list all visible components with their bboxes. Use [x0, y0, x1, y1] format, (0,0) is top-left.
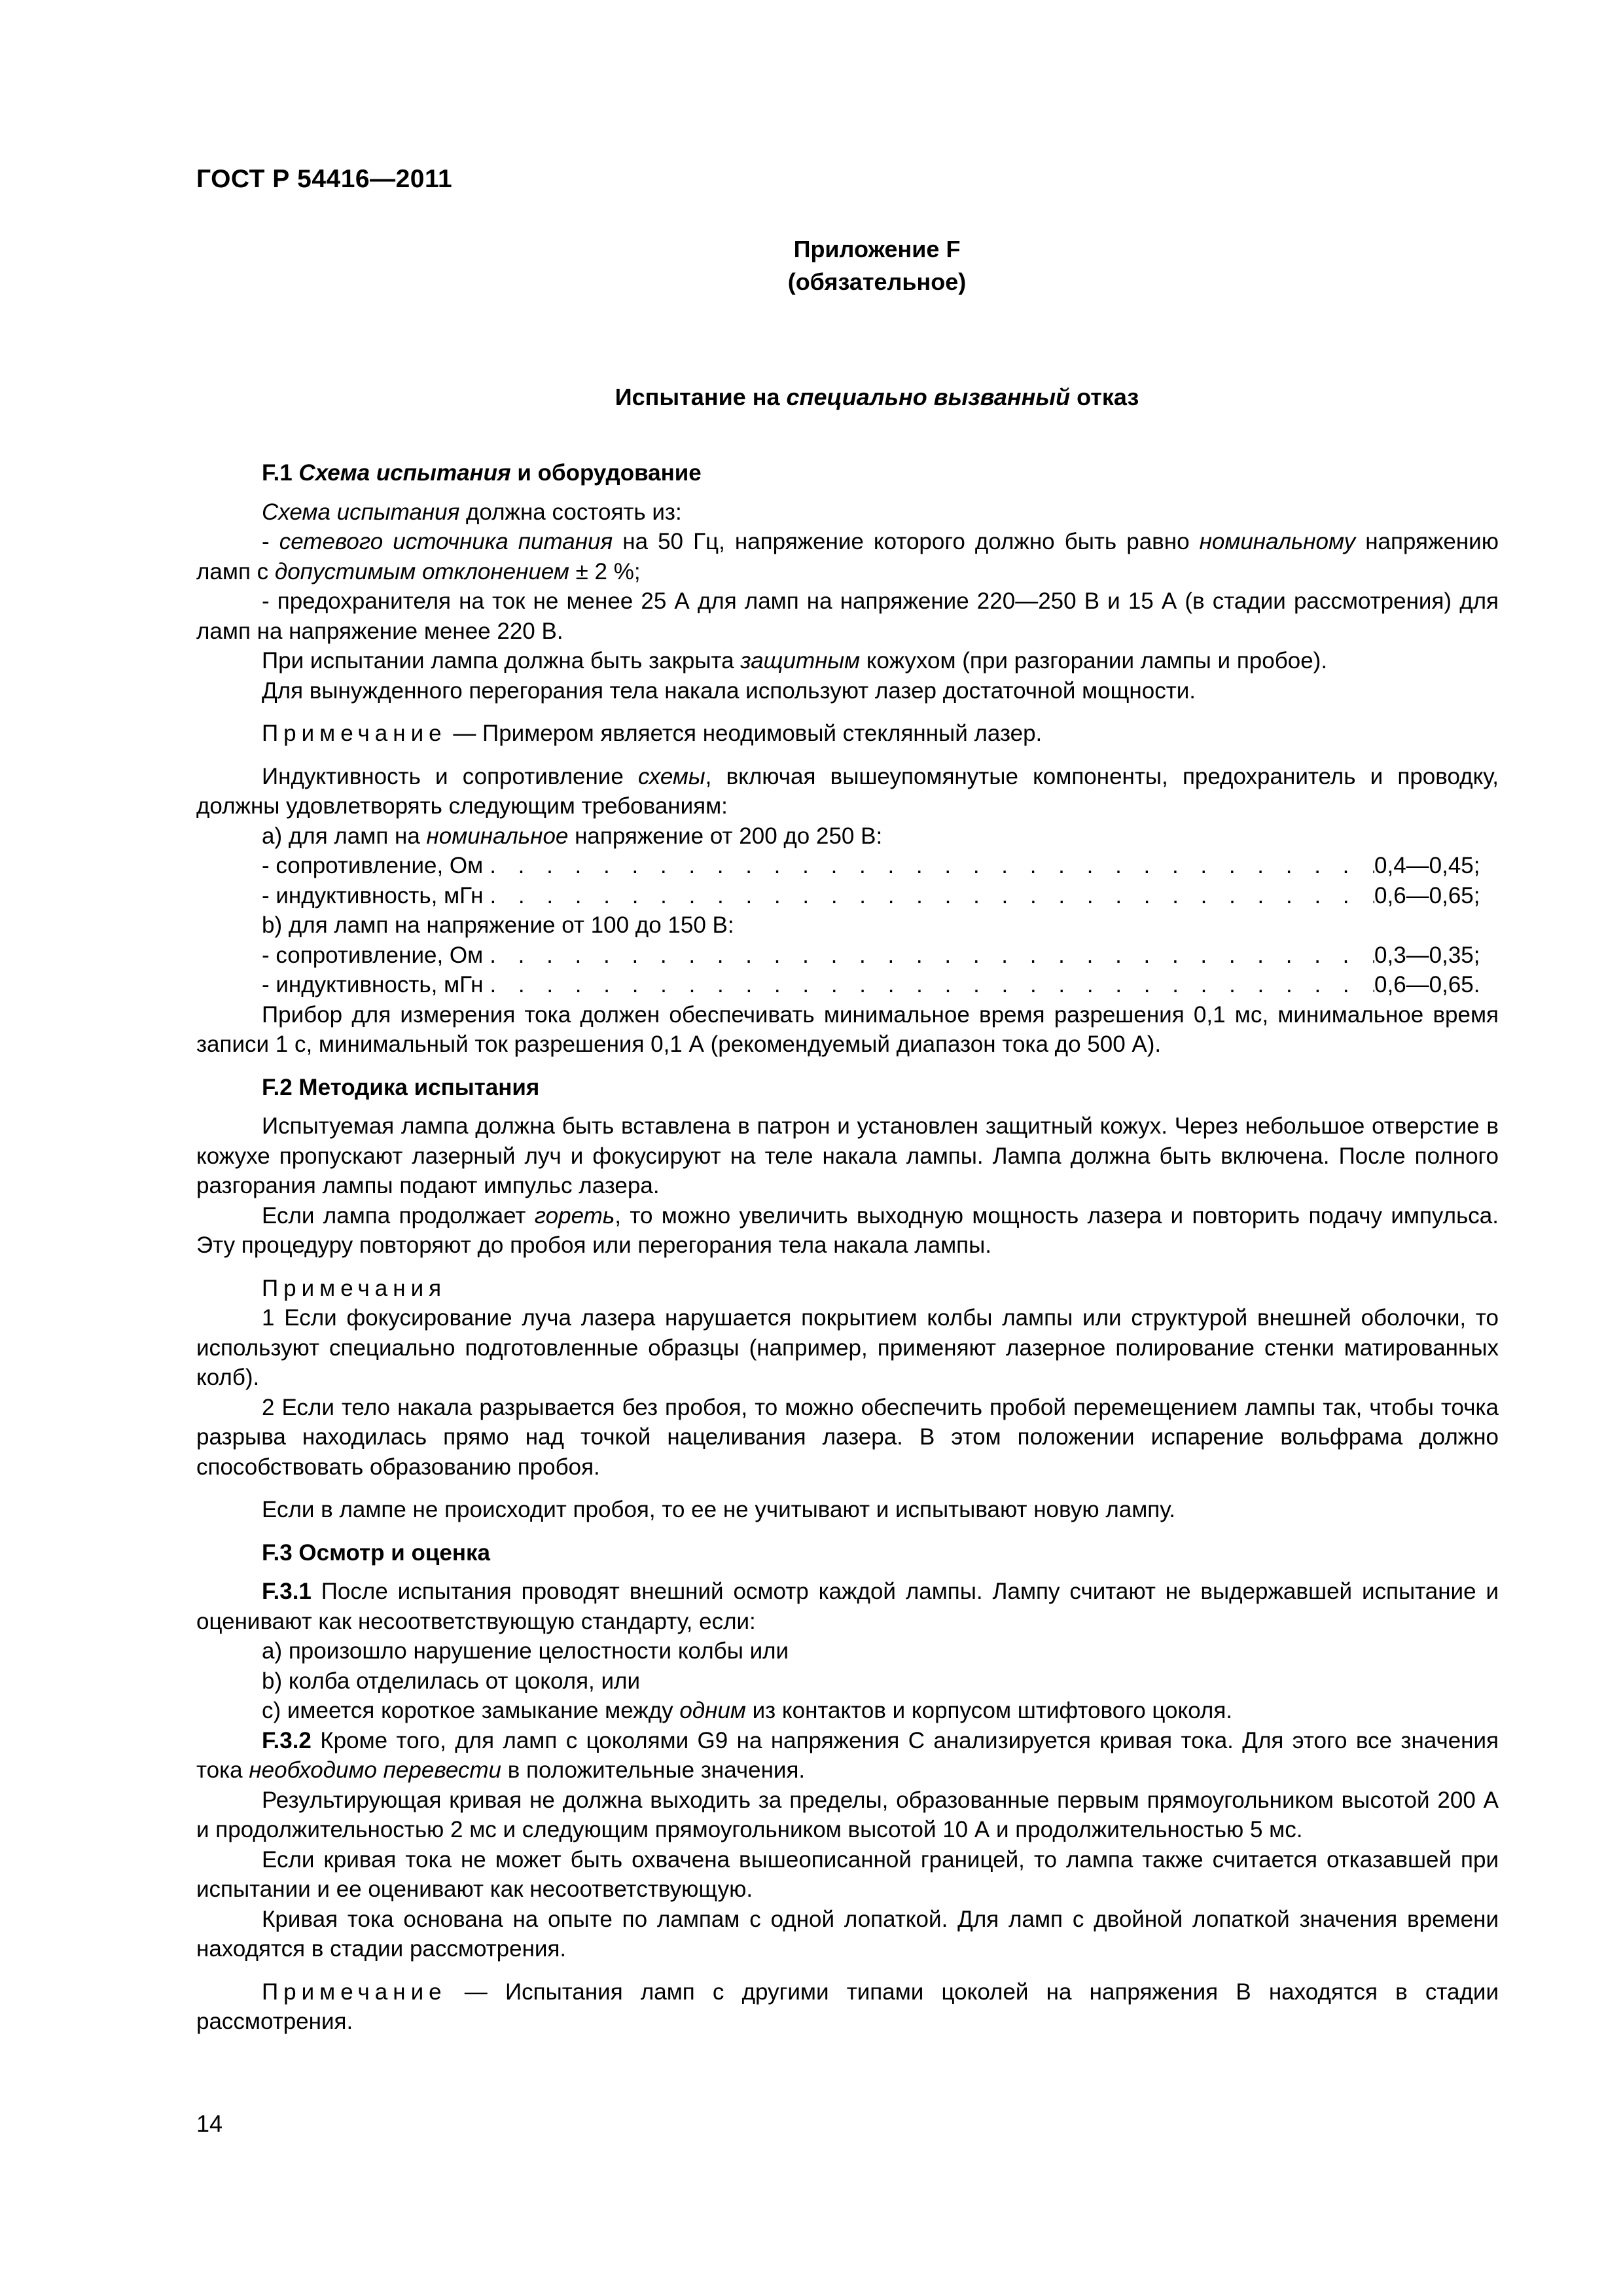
text-italic: схемы	[638, 763, 705, 789]
text: c) имеется короткое замыкание между	[262, 1698, 680, 1723]
note-label: Примечания	[262, 1275, 447, 1301]
heading-part: Испытание на	[615, 384, 787, 410]
leader-dots	[483, 851, 1374, 881]
text-italic: номинальному	[1199, 529, 1356, 554]
heading-italic: специально вызванный	[786, 384, 1071, 410]
page-number: 14	[196, 2110, 223, 2137]
heading-part: отказ	[1070, 384, 1139, 410]
text-italic: необходимо перевести	[249, 1757, 502, 1783]
text-italic: одним	[679, 1698, 746, 1723]
requirement-label: - сопротивление, Ом	[262, 942, 484, 968]
note-item: 2 Если тело накала разрывается без пробоя, то можно обеспечить пробой перемещением лампы так, чтобы точка разрыва находилась прямо над точкой нацеливания лазера. В этом положении испарение вольфрама должно способствовать образованию пробоя.	[196, 1394, 1499, 1480]
appendix-heading	[0, 384, 1623, 411]
appendix-status: (обязательное)	[787, 268, 967, 295]
text-italic: гореть	[534, 1202, 615, 1229]
text-italic: Схема испытания	[262, 499, 460, 525]
paragraph: Кривая тока основана на опыте по лампам с одной лопаткой. Для ламп с двойной лопаткой значения времени находятся в стадии рассмотрения.	[196, 1906, 1499, 1962]
leader-dots	[483, 881, 1374, 911]
notes-label	[196, 1274, 1499, 1304]
requirement-label: - индуктивность, мГн	[262, 882, 484, 908]
text: -	[262, 529, 279, 554]
leader-dots	[483, 970, 1374, 1000]
note	[196, 1977, 1499, 2037]
text: a) для ламп на	[262, 823, 427, 849]
requirement-row	[196, 881, 1499, 911]
section-f2-heading: F.2 Методика испытания	[262, 1074, 540, 1100]
appendix-title: Приложение F	[793, 236, 961, 262]
text-italic: номинальное	[426, 823, 569, 849]
requirement-value: 0,3—0,35;	[1374, 942, 1480, 968]
paragraph: Прибор для измерения тока должен обеспечивать минимальное время разрешения 0,1 мс, минимальное время записи 1 с, минимальный ток разрешения 0,1 А (рекомендуемый диапазон тока до 500 А).	[196, 1001, 1499, 1057]
text: должна состоять из:	[459, 499, 682, 525]
standard-number: ГОСТ Р 54416—2011	[196, 165, 453, 193]
requirement-row	[196, 851, 1499, 881]
text-italic: сетевого источника питания	[279, 529, 613, 554]
subsection-number: F.3.1	[262, 1579, 312, 1604]
requirement-row	[196, 970, 1499, 1000]
paragraph	[196, 1201, 1499, 1261]
paragraph: Если в лампе не происходит пробоя, то ее не учитывают и испытывают новую лампу.	[262, 1497, 1175, 1522]
text: ± 2 %;	[569, 558, 641, 584]
text: , включая вышеупомянутые компоненты, предохранитель и проводку, должны удовлетворять следующим требованиям:	[196, 763, 1499, 819]
paragraph: Испытуемая лампа должна быть вставлена в патрон и установлен защитный кожух. Через небольшое отверстие в кожухе пропускают лазерный луч и фокусируют на теле накала лампы. Лампа должна быть включена. После полного разгорания лампы подают импульс лазера.	[196, 1113, 1499, 1198]
text-italic: допустимым отклонением	[274, 558, 569, 584]
subsection-f3-1	[196, 1577, 1499, 1636]
note	[196, 719, 1499, 749]
text: на 50 Гц, напряжение которого должно быть равно	[613, 529, 1200, 554]
section-f3-heading: F.3 Осмотр и оценка	[262, 1539, 491, 1566]
list-item: b) колба отделилась от цоколя, или	[262, 1668, 641, 1694]
requirement-label: - сопротивление, Ом	[262, 853, 484, 878]
note-item: 1 Если фокусирование луча лазера нарушается покрытием колбы лампы или структурой внешней оболочки, то используют специально подготовленные образцы (например, применяют лазерное полирование стенки матированных колб).	[196, 1305, 1499, 1390]
paragraph: Если кривая тока не может быть охвачена вышеописанной границей, то лампа также считается отказавшей при испытании и ее оценивают как несоответствующую.	[196, 1846, 1499, 1902]
section-f1-heading	[196, 458, 1499, 488]
list-item	[196, 821, 1499, 852]
text: , то можно увеличить выходную мощность лазера и повторить подачу импульса. Эту процедуру повторяют до пробоя или перегорания тела накала лампы.	[196, 1202, 1499, 1258]
note-text: — Испытания ламп с другими типами цоколей на напряжения В находятся в стадии рассмотрения.	[196, 1979, 1499, 2034]
text: напряжению ламп с	[196, 529, 1499, 584]
appendix-header	[0, 233, 1623, 298]
note-text: — Примером является неодимовый стеклянный лазер.	[446, 721, 1043, 746]
text: Если лампа продолжает	[262, 1202, 535, 1229]
subsection-number: F.3.2	[262, 1727, 312, 1753]
list-item: a) произошло нарушение целостности колбы или	[262, 1638, 789, 1664]
list-item: - предохранителя на ток не менее 25 А для ламп на напряжение 220—250 В и 15 А (в стадии рассмотрения) для ламп на напряжение менее 220 В.	[196, 588, 1499, 644]
list-item	[196, 1696, 1499, 1726]
note-label: Примечание	[262, 721, 447, 746]
text: Индуктивность и сопротивление	[262, 763, 638, 789]
text: в положительные значения.	[501, 1757, 806, 1783]
text-italic: защитным	[740, 648, 861, 673]
note-label: Примечание	[262, 1979, 447, 2005]
text: Кроме того, для ламп с цоколями G9 на напряжения С анализируется кривая тока. Для этого все значения тока	[196, 1727, 1499, 1783]
leader-dots	[483, 941, 1374, 971]
requirement-value: 0,6—0,65;	[1374, 882, 1480, 908]
text: После испытания проводят внешний осмотр каждой лампы. Лампу считают не выдержавшей испытание и оценивают как несоответствующую стандарту, если:	[196, 1579, 1499, 1634]
document-body	[196, 445, 1499, 2037]
requirement-value: 0,6—0,65.	[1374, 972, 1480, 997]
heading-number: F.1	[262, 460, 299, 486]
text: При испытании лампа должна быть закрыта	[262, 648, 741, 673]
text: кожухом (при разгорании лампы и пробое).	[860, 648, 1328, 673]
paragraph	[196, 646, 1499, 676]
requirement-row	[196, 941, 1499, 971]
text: напряжение от 200 до 250 В:	[568, 823, 883, 849]
heading-part: и оборудование	[510, 460, 702, 486]
text: из контактов и корпусом штифтового цоколя.	[745, 1698, 1233, 1723]
paragraph	[196, 497, 1499, 528]
paragraph: Результирующая кривая не должна выходить за пределы, образованные первым прямоугольником высотой 200 А и продолжительностью 2 мс и следующим прямоугольником высотой 10 А и продолжительностью 5 мс.	[196, 1787, 1499, 1842]
requirement-value: 0,4—0,45;	[1374, 853, 1480, 878]
paragraph: Для вынужденного перегорания тела накала используют лазер достаточной мощности.	[262, 677, 1196, 704]
subsection-f3-2	[196, 1726, 1499, 1785]
paragraph	[196, 762, 1499, 821]
requirement-label: - индуктивность, мГн	[262, 972, 484, 997]
heading-italic: Схема испытания	[298, 460, 511, 486]
list-item	[196, 527, 1499, 586]
list-item: b) для ламп на напряжение от 100 до 150 В:	[262, 912, 734, 938]
